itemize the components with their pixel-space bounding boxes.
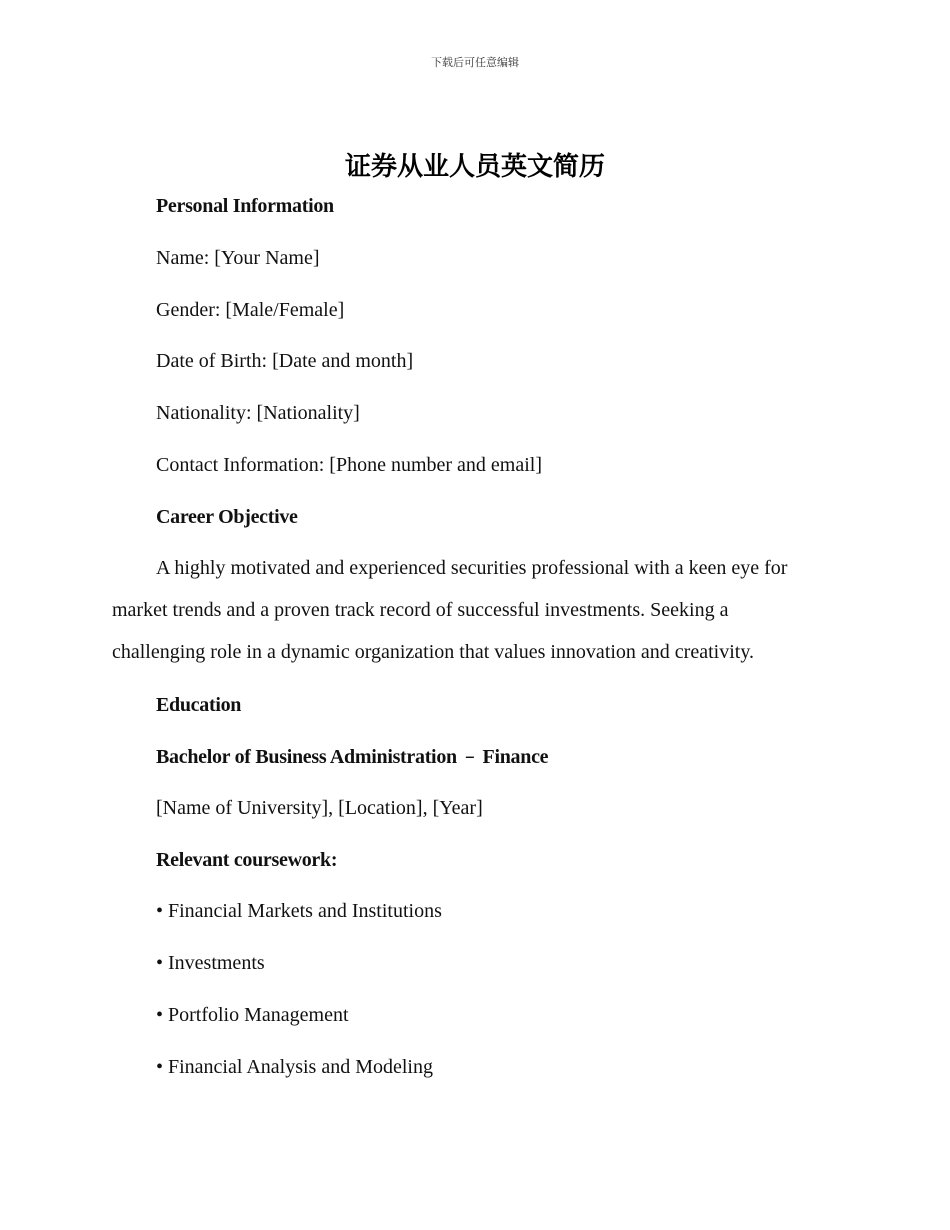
personal-info-heading: Personal Information: [156, 195, 334, 217]
header-note: 下载后可任意编辑: [431, 56, 519, 69]
school-line: [Name of University], [Location], [Year]: [156, 797, 483, 819]
course-item: • Financial Analysis and Modeling: [156, 1056, 433, 1078]
course-item: • Investments: [156, 952, 265, 974]
degree-line: [156, 744, 548, 769]
gender-field: Gender: [Male/Female]: [156, 299, 345, 321]
dob-field: Date of Birth: [Date and month]: [156, 350, 414, 372]
coursework-heading: Relevant coursework:: [156, 849, 338, 871]
objective-line: challenging role in a dynamic organization that values innovation and creativity.: [112, 641, 755, 663]
career-objective-paragraph: [112, 547, 832, 673]
objective-line: A highly motivated and experienced securities professional with a keen eye for: [156, 557, 788, 579]
nationality-field: Nationality: [Nationality]: [156, 402, 360, 424]
contact-field: Contact Information: [Phone number and email]: [156, 454, 543, 476]
degree-major: Finance: [482, 746, 549, 768]
course-item: • Financial Markets and Institutions: [156, 900, 442, 922]
name-field: Name: [Your Name]: [156, 247, 320, 269]
education-heading: Education: [156, 694, 242, 716]
course-item: • Portfolio Management: [156, 1004, 349, 1026]
degree-name: Bachelor of Business Administration: [156, 746, 457, 768]
degree-dash: –: [464, 744, 475, 768]
document-title: 证券从业人员英文简历: [344, 152, 605, 182]
career-objective-heading: Career Objective: [156, 506, 298, 528]
objective-line: market trends and a proven track record of successful investments. Seeking a: [112, 599, 729, 621]
